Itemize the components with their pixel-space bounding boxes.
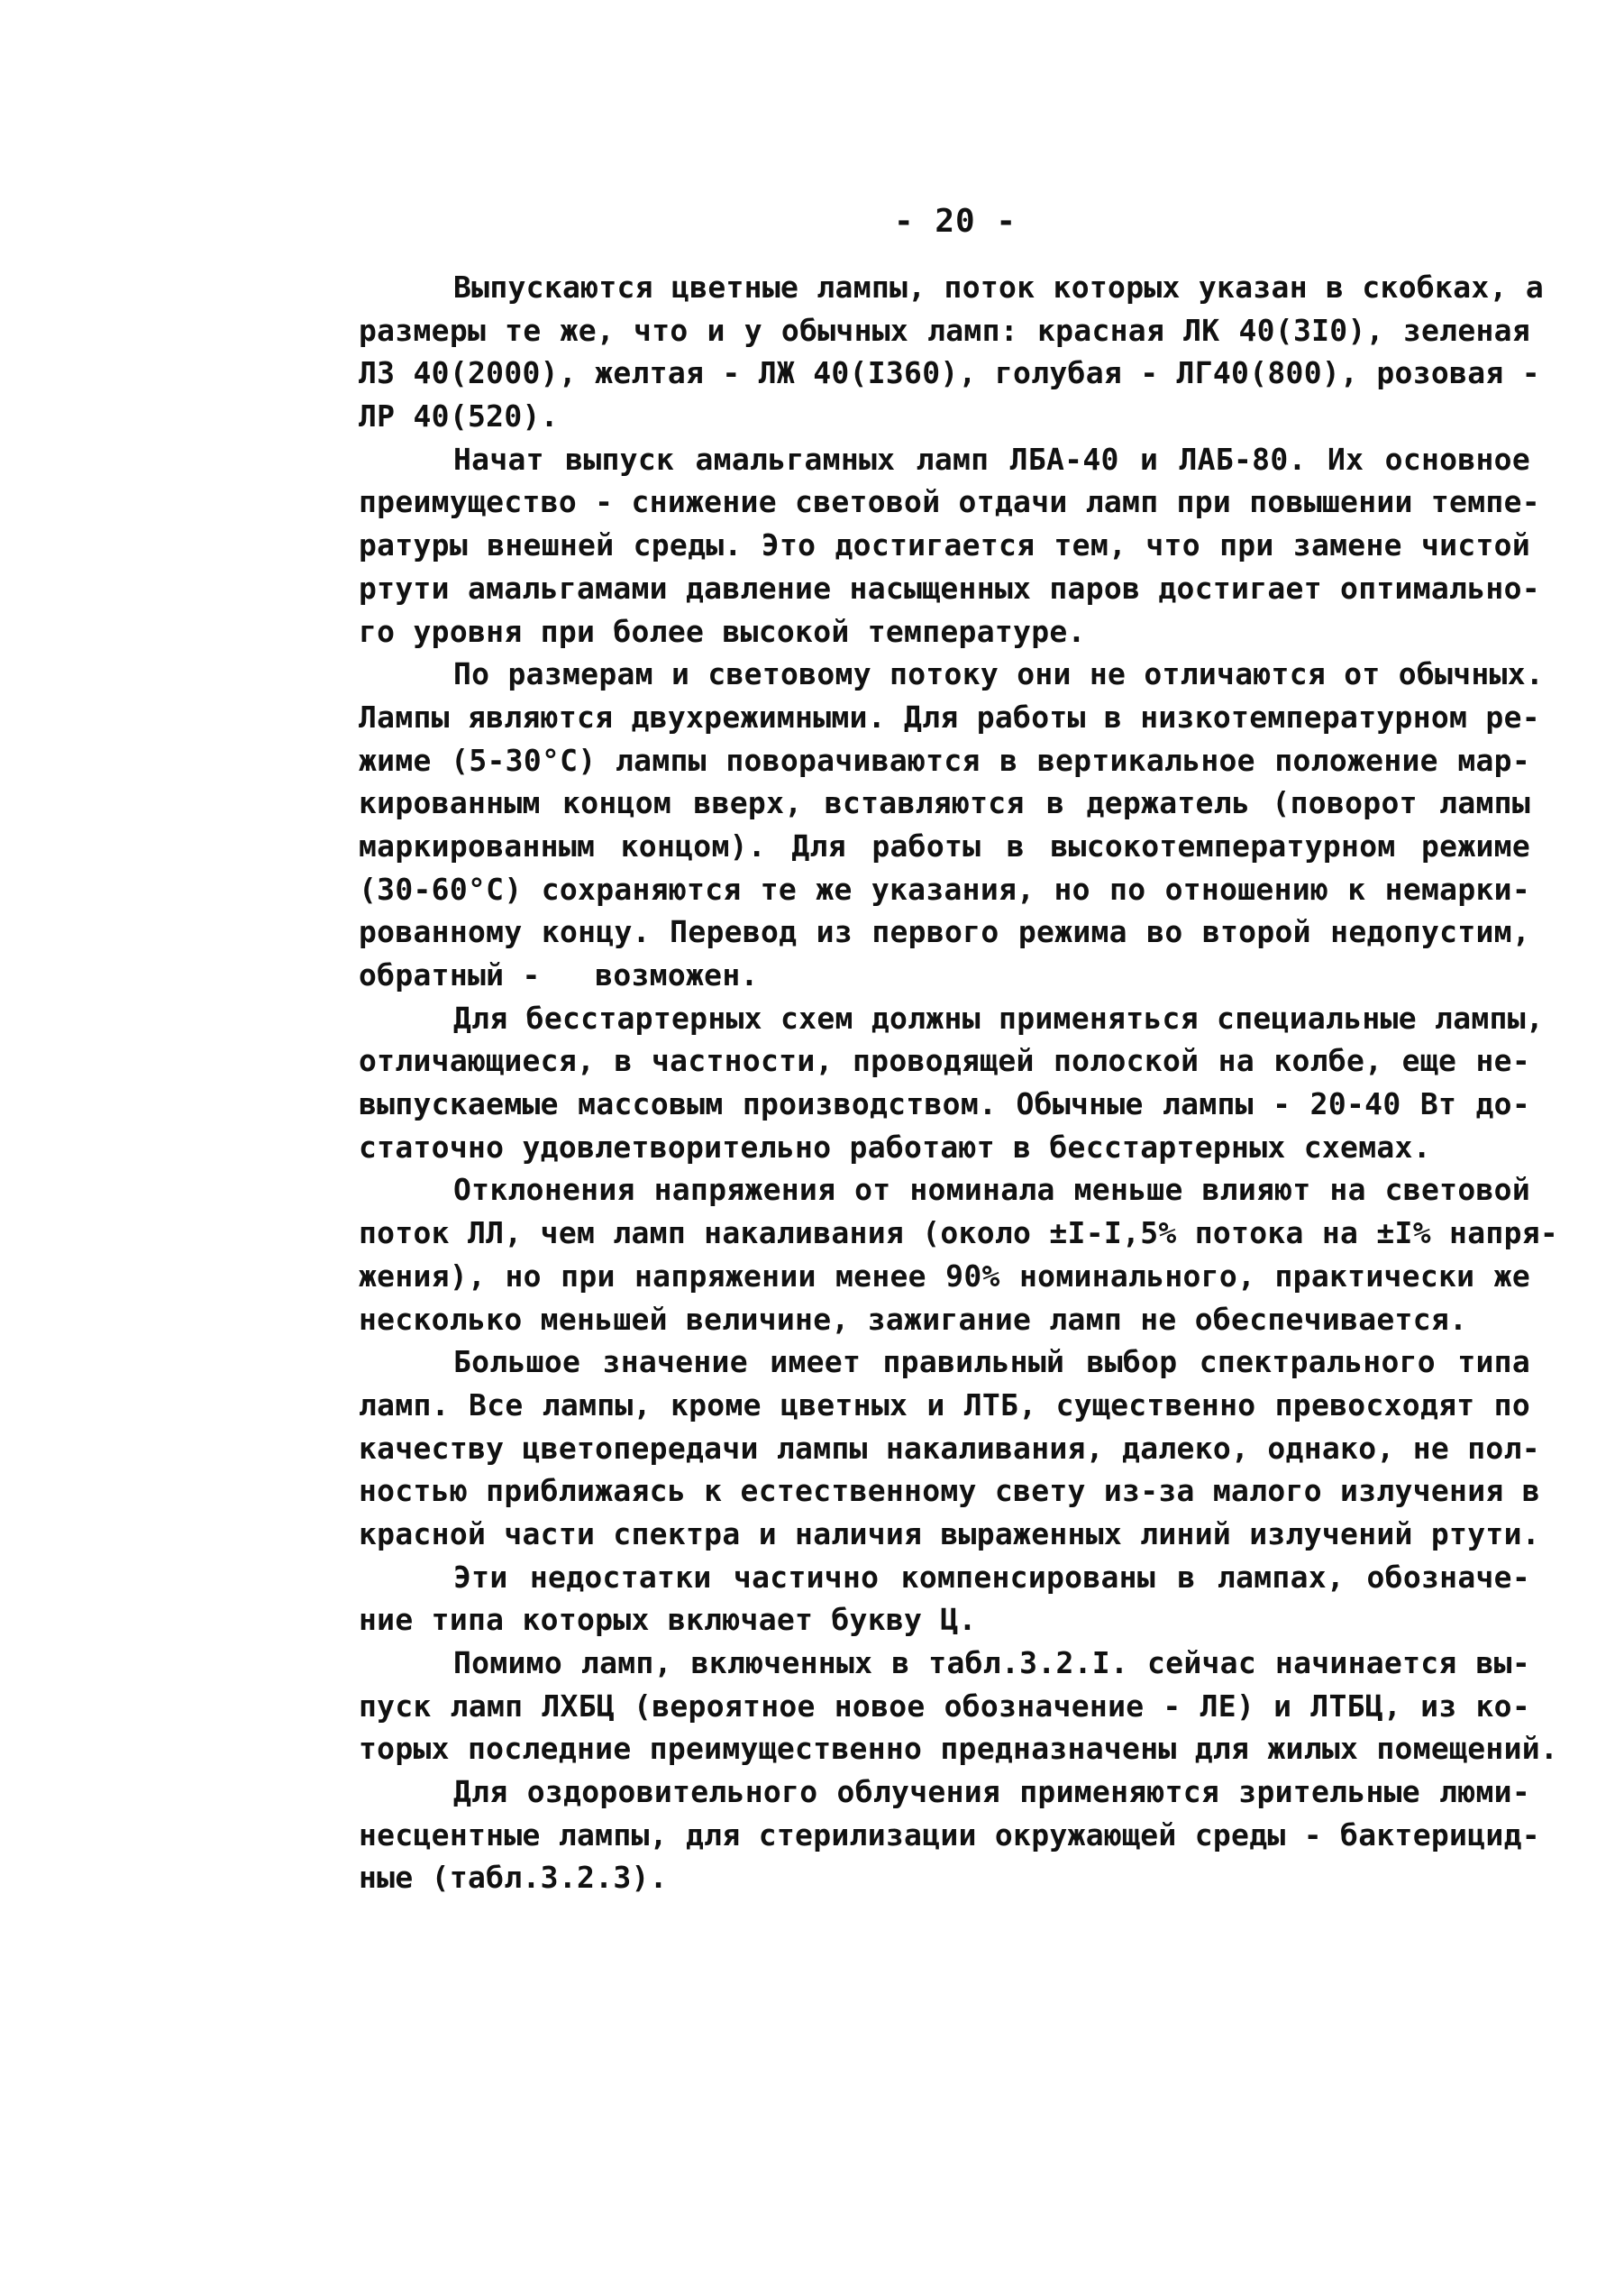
text-line: несколько меньшей величине, зажигание ламп не обеспечивается. (359, 1301, 1468, 1337)
text-line: отличающиеся, в частности, проводящей полоской на колбе, еще не- (359, 1043, 1530, 1079)
text-line: Помимо ламп, включенных в табл.3.2.I. сейчас начинается вы- (453, 1645, 1530, 1680)
text-line: маркированным концом). Для работы в высокотемпературном режиме (359, 828, 1530, 864)
text-line: поток ЛЛ, чем ламп накаливания (около ±I-I,5% потока на ±I% напря- (359, 1215, 1559, 1251)
page-number: - 20 - (893, 203, 1017, 240)
text-line: Выпускаются цветные лампы, поток которых указан в скобках, а (453, 270, 1545, 305)
text-line: Большое значение имеет правильный выбор спектрального типа (453, 1344, 1530, 1380)
text-line: выпускаемые массовым производством. Обычные лампы - 20-40 Вт до- (359, 1086, 1530, 1122)
paragraph (359, 438, 1540, 653)
text-line: По размерам и световому потоку они не отличаются от обычных. (453, 656, 1545, 692)
text-line: размеры те же, что и у обычных ламп: красная ЛК 40(3I0), зеленая (359, 312, 1530, 348)
text-line: качеству цветопередачи лампы накаливания, далеко, однако, не пол- (359, 1430, 1540, 1466)
text-line: несцентные лампы, для стерилизации окружающей среды - бактерицид- (359, 1816, 1540, 1853)
text-line: Для оздоровительного облучения применяются зрительные люми- (453, 1774, 1530, 1810)
text-line: пуск ламп ЛХБЦ (вероятное новое обозначение - ЛЕ) и ЛТБЦ, из ко- (359, 1688, 1530, 1724)
text-line: жения), но при напряжении менее 90% номинального, практически же (359, 1258, 1530, 1294)
paragraph (359, 1642, 1559, 1770)
text-line: ламп. Все лампы, кроме цветных и ЛТБ, существенно превосходят по (359, 1386, 1530, 1423)
paragraph (359, 1168, 1559, 1340)
text-line: (30-60°C) сохраняются те же указания, но по отношению к немарки- (359, 871, 1530, 907)
text-line: обратный - возможен. (359, 957, 759, 993)
text-line: Эти недостатки частично компенсированы в лампах, обозначе- (453, 1559, 1530, 1595)
text-line: преимущество - снижение световой отдачи ламп при повышении темпе- (359, 484, 1540, 520)
paragraph (359, 653, 1545, 997)
text-line: ние типа которых включает букву Ц. (359, 1602, 977, 1638)
text-line: красной части спектра и наличия выраженных линий излучений ртути. (359, 1515, 1540, 1551)
text-line: ртути амальгамами давление насыщенных паров достигает оптимально- (359, 570, 1540, 606)
paragraph (359, 266, 1545, 438)
text-line: кированным концом вверх, вставляются в держатель (поворот лампы (359, 785, 1530, 821)
body-text (359, 266, 1559, 1899)
text-line: ЛР 40(520). (359, 398, 559, 435)
text-line: ностью приближаясь к естественному свету из-за малого излучения в (359, 1473, 1540, 1509)
paragraph (359, 1770, 1540, 1899)
text-line: Начат выпуск амальгамных ламп ЛБА-40 и ЛАБ-80. Их основное (453, 441, 1530, 477)
text-line: торых последние преимущественно предназначены для жилых помещений. (359, 1731, 1559, 1767)
paragraph (359, 1340, 1540, 1555)
text-line: рованному концу. Перевод из первого режима во второй недопустим, (359, 914, 1530, 950)
text-line: Отклонения напряжения от номинала меньше влияют на световой (453, 1172, 1530, 1208)
text-line: Лампы являются двухрежимными. Для работы в низкотемпературном ре- (359, 699, 1540, 735)
text-line: Для бесстартерных схем должны применяться специальные лампы, (453, 1000, 1545, 1036)
text-line: жиме (5-30°C) лампы поворачиваются в вертикальное положение мар- (359, 742, 1530, 778)
text-line: ЛЗ 40(2000), желтая - ЛЖ 40(I360), голубая - ЛГ40(800), розовая - (359, 355, 1540, 391)
text-line: статочно удовлетворительно работают в бесстартерных схемах. (359, 1129, 1431, 1165)
text-line: ные (табл.3.2.3). (359, 1860, 668, 1896)
paragraph (359, 997, 1545, 1169)
paragraph (359, 1556, 1530, 1642)
text-line: го уровня при более высокой температуре. (359, 613, 1086, 649)
text-line: ратуры внешней среды. Это достигается тем, что при замене чистой (359, 527, 1530, 563)
